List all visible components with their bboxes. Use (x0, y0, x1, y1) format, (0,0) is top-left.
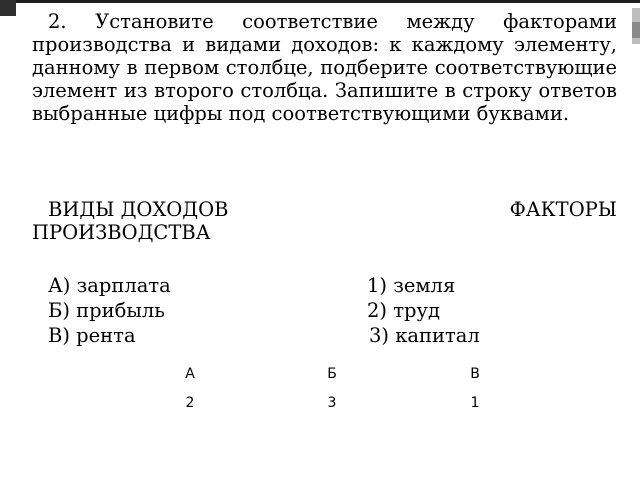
task-statement: 2. Установите соответствие между факторами производства и видами доходов: к каждому элементу, данному в первом столбце, подберите соответствующие элемент из второго столбца. Запишите в строку ответов выбранные цифры под соответствующими буквами. (32, 10, 617, 125)
slide-side-decoration (632, 8, 640, 44)
answer-letter: В (470, 366, 480, 382)
factor-item: 1) земля (367, 274, 456, 297)
income-types-heading: ВИДЫ ДОХОДОВ (48, 198, 229, 221)
factor-item: 2) труд (367, 299, 440, 322)
factor-item: 3) капитал (369, 324, 480, 347)
income-type-item: Б) прибыль (48, 299, 165, 322)
slide-top-border (0, 0, 640, 3)
answer-digit: 3 (327, 395, 337, 411)
answer-digit: 1 (470, 395, 480, 411)
answer-letter: А (185, 366, 195, 382)
income-type-item: А) зарплата (48, 274, 171, 297)
factors-heading-continued: ПРОИЗВОДСТВА (32, 221, 211, 244)
income-type-item: В) рента (48, 324, 136, 347)
answer-letter: Б (327, 366, 337, 382)
slide-corner-accent (0, 0, 16, 16)
answer-digit: 2 (185, 395, 195, 411)
factors-heading: ФАКТОРЫ (509, 198, 617, 221)
